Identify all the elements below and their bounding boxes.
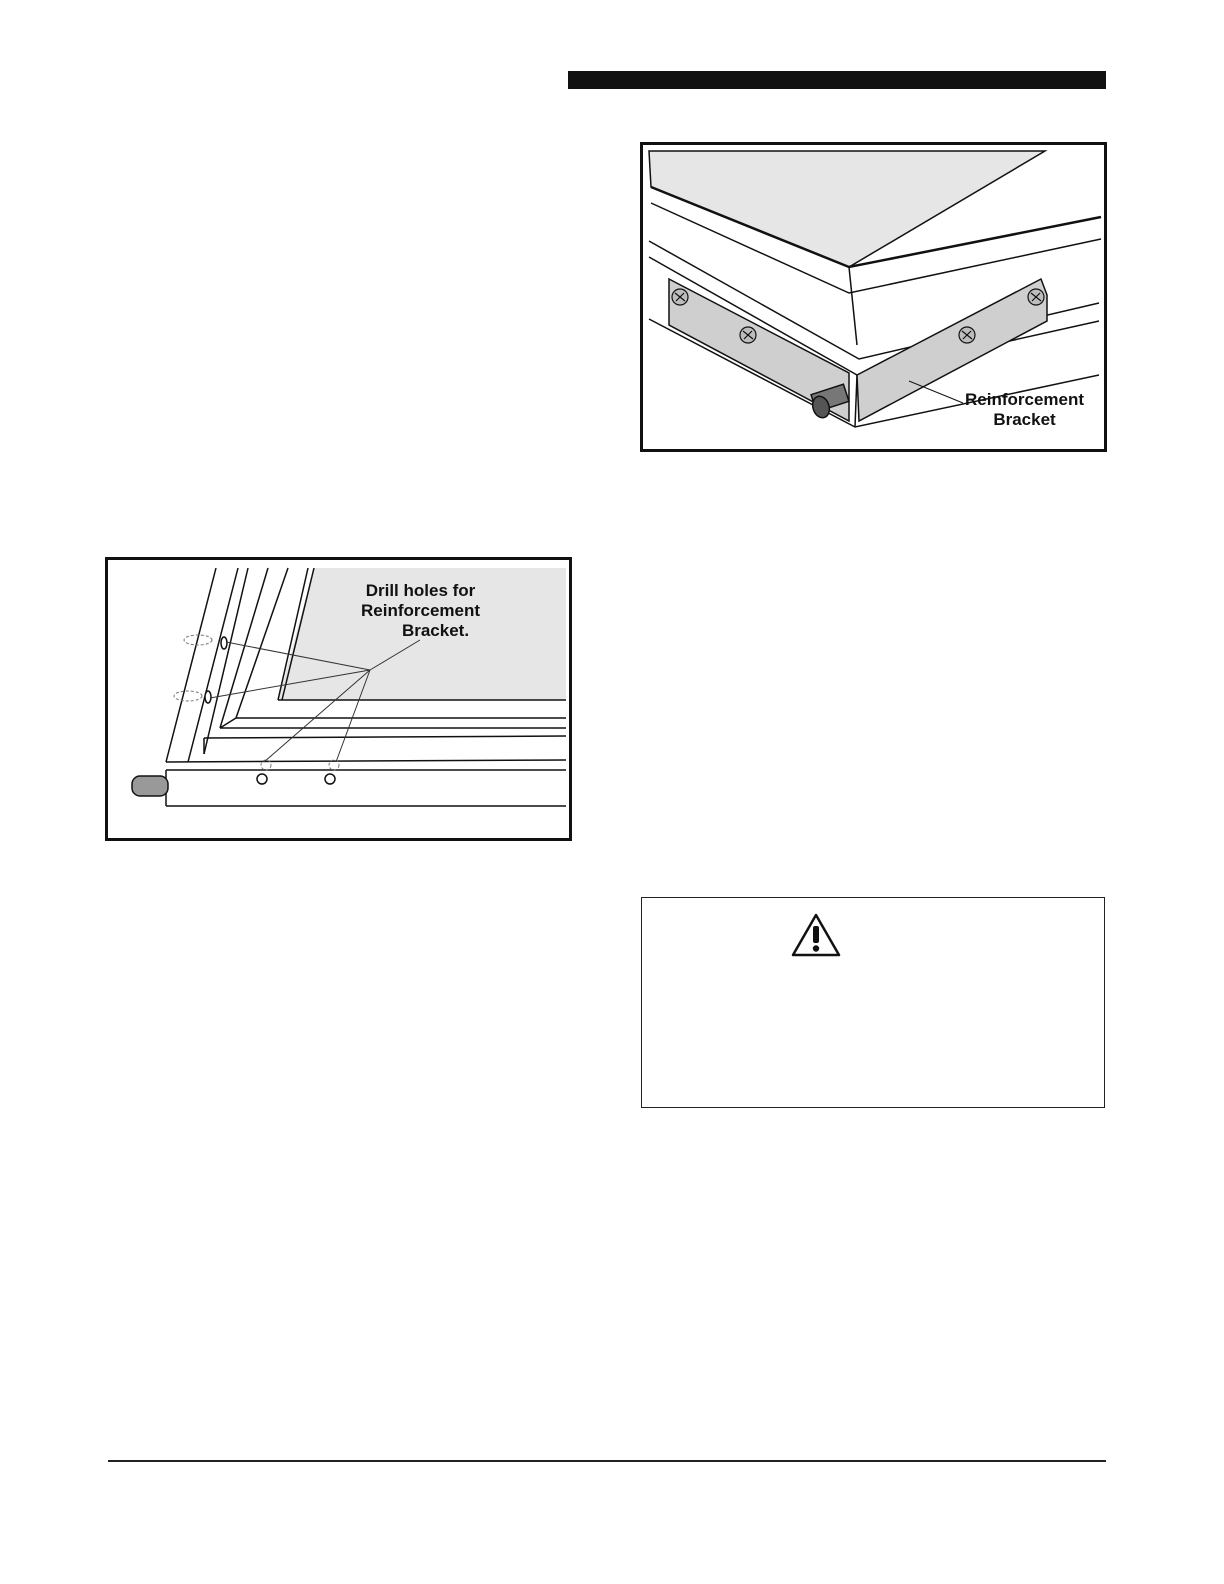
- warning-triangle-icon: [790, 912, 842, 963]
- drill-holes-label: Drill holes for Reinforcement Bracket.: [361, 581, 481, 640]
- drill-holes-figure: [105, 557, 572, 841]
- footer-rule: [108, 1460, 1106, 1462]
- reinforcement-bracket-figure: [640, 142, 1107, 452]
- drill-holes-illustration: [108, 560, 569, 838]
- warning-box: [641, 897, 1105, 1108]
- bracket-label: Reinforcement Bracket: [965, 390, 1085, 429]
- section-header-bar: [568, 71, 1106, 89]
